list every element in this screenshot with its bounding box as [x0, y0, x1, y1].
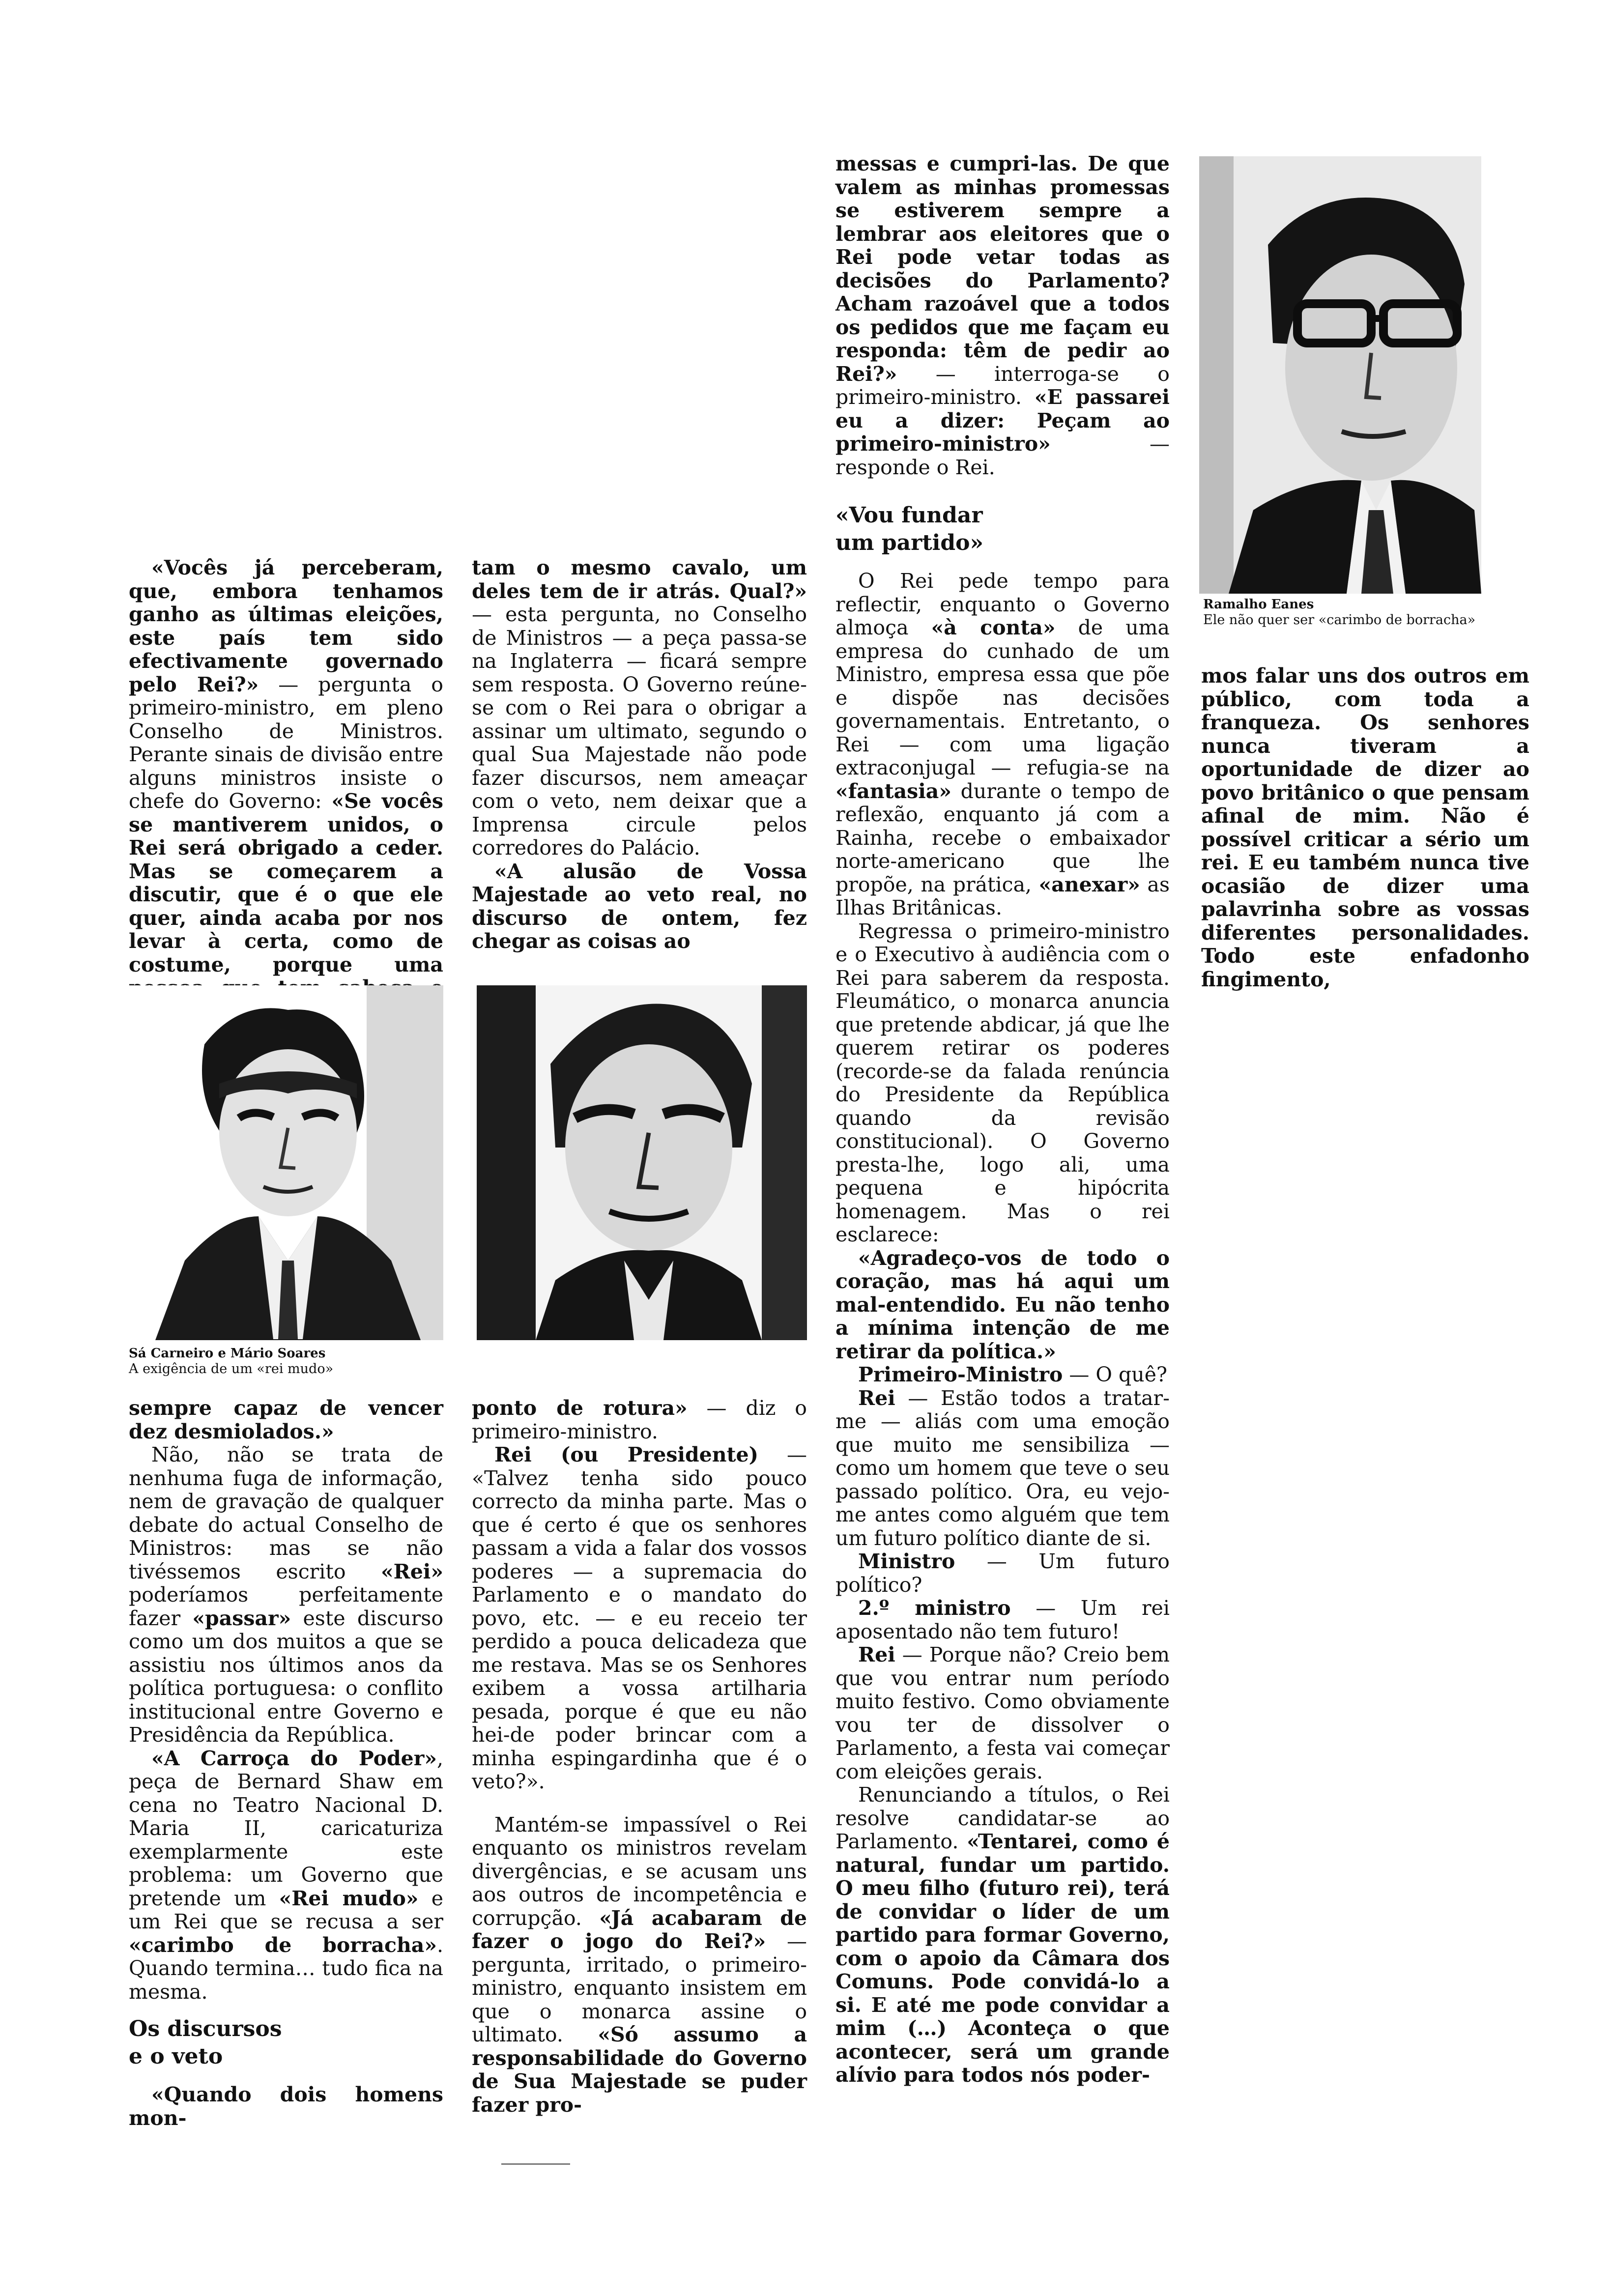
body-text: Regressa o primeiro-ministro e o Executivo à audiência com o Rei para saberem da resposta. Fleumático, o monarca anuncia que pretende abdicar, já que lhe querem retirar os poderes (recorde-se da falada renúncia do Presidente da República quando da revisão constitucional). O Governo presta-lhe, logo ali, uma pequena e hipócrita homenagem. Mas o rei esclarece:	[835, 919, 1170, 1246]
column-2-top	[472, 556, 807, 953]
body-text: Renunciando a títulos, o Rei resolve candidatar-se ao Parlamento.	[835, 1783, 1170, 1853]
body-text: . Quando termina… tudo fica na mesma.	[129, 1933, 443, 2004]
body-text: — Porque não? Creio bem que vou entrar num período muito festivo. Como obviamente vou ter de dissolver o Parlamento, a festa vai começar com eleições gerais.	[835, 1643, 1170, 1783]
emphasis-text: «fantasia»	[835, 779, 951, 803]
photo-sa-carneiro-mario-soares	[126, 985, 443, 1340]
body-text: — pergunta o primeiro-ministro, em pleno Conselho de Ministros. Perante sinais de divisão entre alguns ministros insiste o chefe do Governo:	[129, 672, 443, 813]
column-1-top	[129, 556, 443, 1023]
body-text: — interroga-se o primeiro-ministro.	[835, 362, 1170, 409]
quote-text: «A alusão de Vossa Majestade ao veto real, no discurso de ontem, fez chegar as coisas ao	[472, 859, 807, 953]
body-text: — diz o primeiro-ministro.	[472, 1396, 807, 1443]
section-heading	[129, 2015, 443, 2070]
caption-names: Sá Carneiro e Mário Soares	[129, 1346, 326, 1361]
quote-text: «Quando dois homens mon-	[129, 2083, 443, 2130]
heading-line-1: «Vou fundar	[835, 503, 983, 528]
portrait-image	[1199, 156, 1481, 594]
caption-text: Ele não quer ser «carimbo de borracha»	[1203, 612, 1476, 628]
photo-center-portrait	[477, 985, 807, 1340]
speaker-label: Rei (ou Presidente)	[494, 1443, 758, 1466]
quote-text: «Já acabaram de fazer o jogo do Rei?»	[472, 1906, 807, 1953]
body-text: as Ilhas Britânicas.	[835, 872, 1170, 919]
body-text: , peça de Bernard Shaw em cena no Teatro Nacional D. Maria II, caricaturiza exemplarmente este problema: um Governo que pretende um	[129, 1746, 443, 1910]
quote-text: «Tentarei, como é natural, fundar um partido. O meu filho (futuro rei), terá de convidar o líder de um partido para formar Governo, com o apoio da Câmara dos Comuns. Pode convidá-lo a si. E até me pode convidar a mim (…) Aconteça o que acontecer, será um grande alívio para todos nós poder-	[835, 1830, 1170, 2087]
quote-text: «Só assumo a responsabilidade do Governo de Sua Majestade se puder fazer pro-	[472, 2023, 807, 2117]
column-3	[835, 152, 1170, 2087]
body-text: Mantém-se impassível o Rei enquanto os ministros revelam divergências, e se acusam uns aos outros de incompetência e corrupção.	[472, 1812, 807, 1930]
quote-text: «E passarei eu a dizer: Peçam ao primeiro-ministro»	[835, 385, 1170, 456]
emphasis-text: «carimbo de borracha»	[129, 1933, 437, 1957]
column-1-bottom	[129, 1397, 443, 2130]
body-text: este discurso como um dos muitos a que se assistiu nos últimos anos da política portuguesa: o conflito institucional entre Governo e Presidência da República.	[129, 1606, 443, 1747]
quote-text: «Agradeço-vos de todo o coração, mas há aqui um mal-entendido. Eu não tenho a mínima intenção de me retirar da política.»	[835, 1246, 1170, 1363]
quote-text: «Se vocês se mantiverem unidos, o Rei será obrigado a ceder. Mas se começarem a discutir, que é o que ele quer, ainda acaba por nos levar à certa, como de costume, porque uma	[129, 789, 443, 976]
column-4	[1201, 664, 1529, 991]
emphasis-text: «anexar»	[1038, 872, 1140, 896]
body-text: — responde o Rei.	[835, 432, 1170, 479]
quote-text: «Vocês já perceberam, que, embora tenhamos ganho as últimas eleições, este país tem sido efectivamente governado pelo Rei?»	[129, 556, 443, 696]
caption-names: Ramalho Eanes	[1203, 597, 1314, 612]
heading-line-2: um partido»	[835, 530, 983, 555]
body-text: — O quê?	[1063, 1363, 1167, 1386]
photo-ramalho-eanes	[1199, 156, 1481, 594]
body-text: — pergunta, irritado, o primeiro-ministro, enquanto insistem em que o monarca assine o ultimato.	[472, 1929, 807, 2046]
speaker-label: Ministro	[858, 1550, 955, 1573]
body-text: — «Talvez tenha sido pouco correcto da minha parte. Mas o que é certo é que os senhores passam a vida a falar dos vossos poderes — a supremacia do Parlamento e o mandato do povo, etc. — e eu receio ter perdido a pouca delicadeza que me restava. Mas se os Senhores exibem a vossa artilharia pesada, porque é que eu não hei-de poder brincar com a minha espingardinha que é o veto?».	[472, 1443, 807, 1793]
body-text: — Um rei aposentado não tem futuro!	[835, 1596, 1170, 1643]
body-text: de uma empresa do cunhado de um Ministro, empresa essa que põe e dispõe nas decisões governamentais. Entretanto, o Rei — com uma ligação extraconjugal — refugia-se na	[835, 616, 1170, 779]
body-text: — Um futuro político?	[835, 1550, 1170, 1597]
heading-line-2: e o veto	[129, 2044, 223, 2069]
quote-text: mos falar uns dos outros em público, com toda a franqueza. Os senhores nunca tiveram a oportunidade de dizer ao povo britânico o que pensam afinal de mim. Não é possível criticar a sério um rei. E eu também nunca tive ocasião de dizer uma palavrinha sobre as vossas diferentes personalidades. Todo este enfadonho fingimento,	[1201, 664, 1529, 991]
quote-text: messas e cumpri-las. De que valem as minhas promessas se estiverem sempre a lembrar aos eleitores que o Rei pode vetar todas as decisões do Parlamento? Acham razoável que a todos os pedidos que me façam eu responda: têm de pedir ao Rei?»	[835, 152, 1170, 386]
portrait-image	[477, 985, 807, 1340]
emphasis-text: «Rei»	[381, 1559, 443, 1583]
body-text: durante o tempo de reflexão, enquanto já com a Rainha, recebe o embaixador norte-americano que lhe propõe, na prática,	[835, 779, 1170, 896]
column-2-bottom	[472, 1397, 807, 2117]
quote-text: tam o mesmo cavalo, um deles tem de ir atrás. Qual?»	[472, 556, 807, 603]
quote-text: ponto de rotura»	[472, 1396, 688, 1420]
speaker-label: Primeiro-Ministro	[858, 1363, 1063, 1386]
emphasis-text: «à conta»	[931, 616, 1056, 639]
caption-text: A exigência de um «rei mudo»	[129, 1361, 334, 1377]
body-text: poderíamos perfeitamente fazer	[129, 1583, 443, 1630]
section-heading	[835, 502, 1170, 557]
photo-caption-1	[129, 1346, 443, 1377]
emphasis-text: «passar»	[192, 1606, 291, 1630]
heading-line-1: Os discursos	[129, 2016, 282, 2041]
emphasis-text: «Rei mudo»	[279, 1886, 419, 1910]
speaker-label: 2.º ministro	[858, 1596, 1011, 1620]
column-end-rule	[501, 2163, 570, 2165]
play-title: «A Carroça do Poder»	[151, 1746, 437, 1770]
body-text: O Rei pede tempo para reflectir, enquanto o Governo almoça	[835, 569, 1170, 639]
body-text: Não, não se trata de nenhuma fuga de informação, nem de gravação de qualquer debate do actual Conselho de Ministros: mas se não tivéssemos escrito	[129, 1443, 443, 1583]
speaker-label: Rei	[858, 1386, 895, 1410]
body-text: — esta pergunta, no Conselho de Ministros — a peça passa-se na Inglaterra — ficará sempre sem resposta. O Governo reúne-se com o Rei para o obrigar a assinar um ultimato, segundo o qual Sua Majestade não pode fazer discursos, nem ameaçar com o veto, nem deixar que a Imprensa circule pelos corredores do Palácio.	[472, 603, 807, 860]
portrait-image	[126, 985, 443, 1340]
body-text: — Estão todos a tratar-me — aliás com uma emoção que muito me sensibiliza — como um homem que teve o seu passado político. Ora, eu vejo-me antes como alguém que tem um futuro político diante de si.	[835, 1386, 1170, 1550]
quote-text: sempre capaz de vencer dez desmiolados.»	[129, 1396, 443, 1443]
speaker-label: Rei	[858, 1643, 895, 1666]
body-text: e um Rei que se recusa a ser	[129, 1886, 443, 1933]
photo-caption-2	[1203, 597, 1478, 628]
